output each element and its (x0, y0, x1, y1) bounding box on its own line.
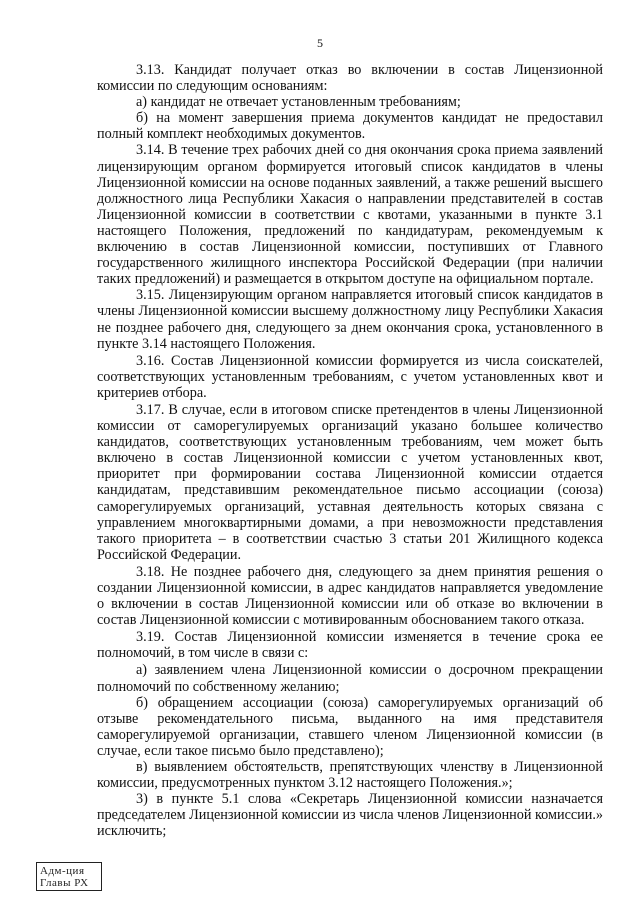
registration-stamp (36, 862, 102, 891)
paragraph-3-15: 3.15. Лицензирующим органом направляется итоговый список кандидатов в члены Лицензионной комиссии высшему должностному лицу Республики Хакасия не позднее рабочего дня, следующего за днем окончания срока, установленного в пункте 3.14 настоящего Положения. (97, 287, 603, 352)
paragraph-item-3: 3) в пункте 5.1 слова «Секретарь Лицензионной комиссии назначается председателем Лицензионной комиссии из числа членов Лицензионной комиссии.» исключить; (97, 791, 603, 840)
document-body (97, 62, 603, 840)
paragraph-3-13-a: а) кандидат не отвечает установленным требованиям; (136, 94, 461, 111)
paragraph-3-14: 3.14. В течение трех рабочих дней со дня окончания срока приема заявлений лицензирующим органом формируется итоговый список кандидатов в члены Лицензионной комиссии на основе поданных заявлений, а также решений высшего должностного лица Республики Хакасия о направлении представителей в состав Лицензионной комиссии в соответствии с квотами, указанными в пункте 3.1 настоящего Положения, предложений по кандидатурам, рекомендуемым к включению в состав Лицензионной комиссии, поступивших от Главного государственного жилищного инспектора Российской Федерации (при наличии таких предложений) и размещается в открытом доступе на официальном портале. (97, 142, 603, 288)
paragraph-3-19-v: в) выявлением обстоятельств, препятствующих членству в Лицензионной комиссии, предусмотренных пунктом 3.12 настоящего Положения.»; (97, 759, 603, 792)
paragraph-3-19: 3.19. Состав Лицензионной комиссии изменяется в течение срока ее полномочий, в том числе в связи с: (97, 629, 603, 662)
paragraph-3-16: 3.16. Состав Лицензионной комиссии формируется из числа соискателей, соответствующих установленным требованиям, с учетом установленных квот и критериев отбора. (97, 352, 603, 401)
stamp-line-1: Адм-ция (40, 865, 85, 877)
paragraph-3-17: 3.17. В случае, если в итоговом списке претендентов в члены Лицензионной комиссии от саморегулируемых организаций указано большее количество кандидатов, соответствующих установленным требованиям, чем может быть включено в состав Лицензионной комиссии с учетом установленных квот, приоритет при формировании состава Лицензионной комиссии отдается кандидатам, представившим рекомендательное письмо ассоциации (союза) саморегулируемых организаций, уставная деятельность которых связана с управлением многоквартирными домами, а при невозможности представления такого приоритета – в соответствии счастью 3 статьи 201 Жилищного кодекса Российской Федерации. (97, 401, 603, 563)
stamp-line-2: Главы РХ (40, 877, 89, 889)
paragraph-3-19-a: а) заявлением члена Лицензионной комиссии о досрочном прекращении полномочий по собственному желанию; (97, 662, 603, 695)
paragraph-3-19-b: б) обращением ассоциации (союза) саморегулируемых организаций об отзыве рекомендательного письма, выданного на имя представителя саморегулируемой организации, ставшего членом Лицензионной комиссии (в случае, если такое письмо было представлено); (97, 694, 603, 759)
paragraph-3-13-b: б) на момент завершения приема документов кандидат не предоставил полный комплект необходимых документов. (97, 110, 603, 143)
paragraph-3-13: 3.13. Кандидат получает отказ во включении в состав Лицензионной комиссии по следующим основаниям: (97, 62, 603, 95)
paragraph-3-18: 3.18. Не позднее рабочего дня, следующего за днем принятия решения о создании Лицензионной комиссии, в адрес кандидатов направляется уведомление о включении в состав Лицензионной комиссии или об отказе во включении в состав Лицензионной комиссии с мотивированным обоснованием такого отказа. (97, 563, 603, 629)
page-number: 5 (317, 36, 323, 50)
